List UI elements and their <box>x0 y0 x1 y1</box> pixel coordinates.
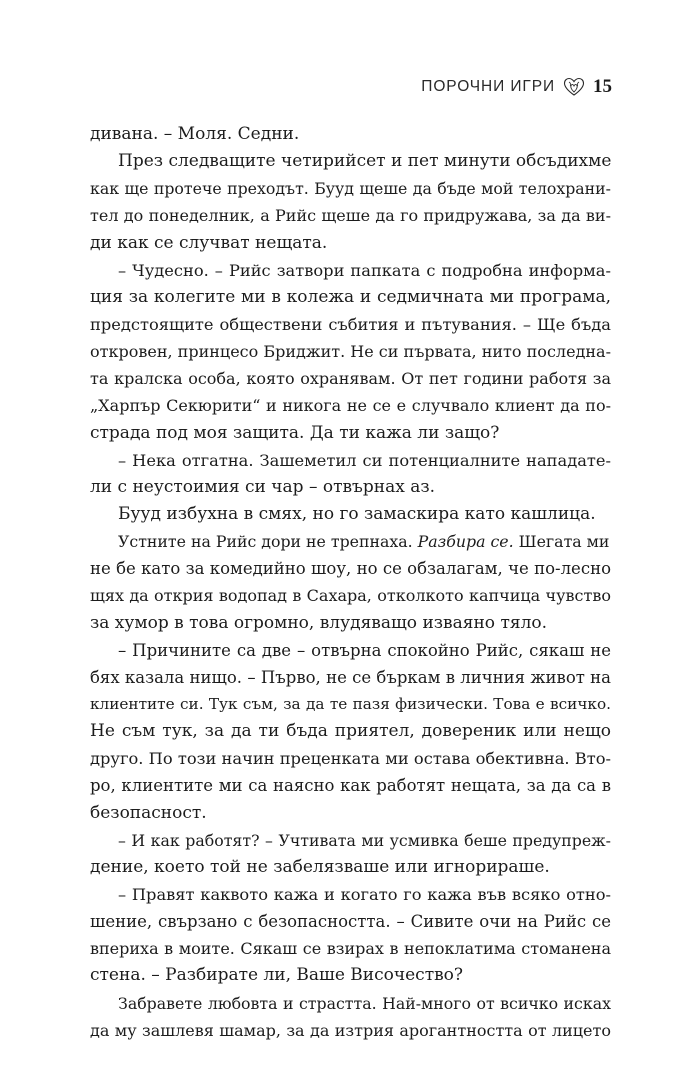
text-line: безопасност. <box>90 802 207 823</box>
page-number: 15 <box>593 76 612 97</box>
text-line: тел до понеделник, а Рийс щеше да го придружава, за да ви- <box>90 206 611 226</box>
text-line: та кралска особа, която охранявам. От пет години работя за <box>90 369 611 389</box>
text-line: ция за колегите ми в колежа и седмичната ми програма, <box>90 286 611 307</box>
text-line: бях казала нищо. – Първо, не се бъркам в личния живот на <box>90 667 611 687</box>
text-line: ли с неустоимия си чар – отвърнах аз. <box>90 476 436 497</box>
text-line: как ще протече преходът. Бууд щеше да бъде мой телохрани- <box>90 179 611 199</box>
body-text <box>90 121 611 1044</box>
text-line: друго. По този начин преценката ми остава обективна. Вто- <box>90 749 611 769</box>
text-line: щях да открия водопад в Сахара, отколкото капчица чувство <box>90 586 611 606</box>
book-title: ПОРОЧНИ ИГРИ <box>421 78 555 95</box>
text-line: клиентите си. Тук съм, за да те пазя физически. Това е всичко. <box>90 694 611 713</box>
text-segment: Шегата ми <box>513 532 610 552</box>
text-line: предстоящите обществени събития и пътувания. – Ще бъда <box>90 314 611 334</box>
text-line: „Харпър Секюрити“ и никога не се е случвало клиент да по- <box>90 396 611 416</box>
text-line: за хумор в това огромно, влудяващо изваяно тяло. <box>90 612 548 633</box>
text-line: – Причините са две – отвърна спокойно Рийс, сякаш не <box>118 640 611 660</box>
text-line: ди как се случват нещата. <box>90 232 328 253</box>
text-line: впериха в моите. Сякаш се взирах в непоклатима стоманена <box>90 939 611 959</box>
text-line: – Нека отгатна. Зашеметил си потенциалните нападате- <box>118 450 611 470</box>
running-head <box>421 73 612 101</box>
text-line: Забравете любовта и страстта. Най-много от всичко исках <box>118 993 611 1013</box>
text-line: – И как работят? – Учтивата ми усмивка беше предупреж- <box>118 830 611 850</box>
text-line: страда под моя защита. Да ти кажа ли защо? <box>90 422 500 443</box>
heart-ornament-icon <box>563 77 585 97</box>
text-line: откровен, принцесо Бриджит. Не си първата, нито последна- <box>90 342 611 362</box>
text-line: – Правят каквото кажа и когато го кажа във всяко отно- <box>118 884 611 904</box>
text-line: ро, клиентите ми са наясно как работят нещата, за да са в <box>90 776 611 796</box>
text-line: не бе като за комедийно шоу, но се обзалагам, че по-лесно <box>90 559 611 579</box>
italic-phrase: Разбира се. <box>417 532 514 552</box>
text-line: През следващите четирийсет и пет минути обсъдихме <box>118 151 612 172</box>
text-line: дивана. – Моля. Седни. <box>90 124 300 144</box>
text-line: стена. – Разбирате ли, Ваше Височество? <box>90 965 464 986</box>
text-line: – Чудесно. – Рийс затвори папката с подробна информа- <box>118 260 611 280</box>
text-line <box>90 528 611 555</box>
text-line: Бууд избухна в смях, но го замаскира като кашлица. <box>118 503 596 524</box>
text-line: дение, което той не забелязваше или игнорираше. <box>90 856 550 877</box>
text-segment: Устните на Рийс дори не трепнаха. <box>118 532 418 552</box>
text-line: да му зашлевя шамар, за да изтрия арогантността от лицето <box>90 1020 611 1040</box>
text-line: Не съм тук, за да ти бъда приятел, довереник или нещо <box>90 721 611 742</box>
text-line: шение, свързано с безопасността. – Сивите очи на Рийс се <box>90 912 611 932</box>
